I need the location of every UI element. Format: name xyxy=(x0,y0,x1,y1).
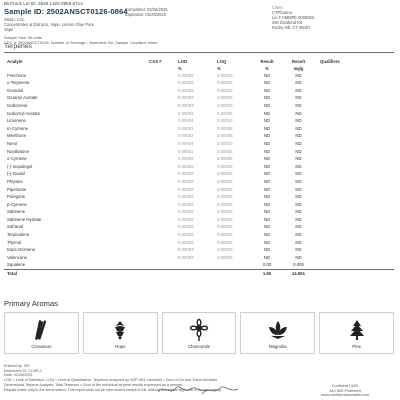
table-row xyxy=(4,178,394,186)
loq-value: 0.00005 xyxy=(217,125,233,131)
aromas-row xyxy=(4,312,394,354)
client-name: CTPharma xyxy=(272,10,292,16)
table-row xyxy=(4,186,394,194)
result-mg: ND xyxy=(295,118,302,124)
table-row xyxy=(4,87,394,95)
table-row xyxy=(4,254,394,262)
aroma-card-magnolia xyxy=(240,312,315,354)
table-row xyxy=(4,208,394,216)
analyte-name: p-Cymene xyxy=(7,201,27,207)
loq-value: 0.00005 xyxy=(217,163,233,169)
client-license: Lic.# HMMPE.0000062 xyxy=(272,15,315,21)
lod-value: 0.00002 xyxy=(178,224,194,230)
loq-value: 0.00005 xyxy=(217,209,233,215)
aromas-title: Primary Aromas xyxy=(4,299,59,308)
lod-value: 0.00002 xyxy=(178,201,194,207)
table-row xyxy=(4,102,394,110)
loq-value: 0.00005 xyxy=(217,133,233,139)
report-dates xyxy=(125,7,168,17)
result-percent: ND xyxy=(263,148,271,154)
loq-value: 0.00005 xyxy=(217,232,233,238)
result-percent: ND xyxy=(263,254,271,260)
sample-size: Sample Size: 50 units xyxy=(4,35,42,40)
lims-url: www.confidentcannabis.com xyxy=(321,393,369,398)
analyte-name: Sabinene xyxy=(7,209,26,215)
table-row xyxy=(4,72,394,80)
aroma-card-hops xyxy=(83,312,158,354)
loq-value: 0.00006 xyxy=(217,171,233,177)
result-percent: ND xyxy=(263,102,271,108)
col-result-percent: Result xyxy=(260,59,274,64)
coc-info: COC #: 2502ANSCT0126; Number of Servings: ; Amended: No; Sample Condition: Intact xyxy=(4,40,158,46)
result-percent: ND xyxy=(263,201,271,207)
lims-note: All LIMS Protected xyxy=(329,388,361,393)
result-percent: ND xyxy=(263,140,271,146)
footer-date: Date: 02/26/2025 xyxy=(4,373,33,378)
aroma-label: Magnolia xyxy=(268,344,287,349)
result-mg: ND xyxy=(295,95,302,101)
table-total-row xyxy=(4,269,394,278)
result-percent: ND xyxy=(263,118,271,124)
table-row xyxy=(4,155,394,163)
analyte-name: Phytane xyxy=(7,178,23,184)
analyte-name: Isobornyl Acetate xyxy=(7,110,40,116)
loq-value: 0.00010 xyxy=(217,247,233,253)
total-label: Total xyxy=(7,271,17,277)
result-mg: ND xyxy=(295,254,302,260)
client-address-line2: Rocky Hill, CT 06067 xyxy=(272,25,311,31)
unit-loq: % xyxy=(217,65,221,71)
lod-value: 0.00002 xyxy=(178,239,194,245)
result-percent: ND xyxy=(263,72,271,78)
result-mg: ND xyxy=(295,232,302,238)
loq-value: 0.00010 xyxy=(217,102,233,108)
table-row xyxy=(4,117,394,125)
result-mg: ND xyxy=(295,102,302,108)
result-percent: 0.00 xyxy=(262,262,272,268)
loq-value: 0.00010 xyxy=(217,72,233,78)
result-mg: ND xyxy=(295,171,302,177)
loq-value: 0.00005 xyxy=(217,194,233,200)
aroma-label: Hops xyxy=(115,344,126,349)
loq-value: 0.00010 xyxy=(217,118,233,124)
terpene-table xyxy=(4,58,394,278)
aroma-label: Pine xyxy=(352,344,361,349)
completed-date: Completed: 02/26/2025 xyxy=(125,7,168,12)
result-mg: ND xyxy=(295,80,302,86)
cinnamon-icon xyxy=(28,317,54,343)
client-block xyxy=(272,5,314,30)
lod-value: 0.00002 xyxy=(178,171,194,177)
result-percent: ND xyxy=(263,156,271,162)
result-mg: ND xyxy=(295,209,302,215)
aroma-card-pine xyxy=(319,312,394,354)
analyte-name: Squalene xyxy=(7,262,26,268)
analyte-name: o-Cymene xyxy=(7,156,27,162)
lod-value: 0.00002 xyxy=(178,178,194,184)
result-mg: ND xyxy=(295,140,302,146)
result-mg: ND xyxy=(295,156,302,162)
result-percent: ND xyxy=(263,186,271,192)
loq-value: 0.00005 xyxy=(217,254,233,260)
result-percent: ND xyxy=(263,95,271,101)
loq-value: 0.00005 xyxy=(217,201,233,207)
table-row xyxy=(4,261,394,269)
expiration-date: Expiration: 02/26/2026 xyxy=(125,12,166,18)
loq-value: 0.00005 xyxy=(217,110,233,116)
table-row xyxy=(4,125,394,133)
analyte-name: Isoborneol xyxy=(7,102,28,108)
biotrack-lot-id: BioTrack Lot ID: 3526 1325 0956 6714 xyxy=(4,1,83,6)
table-row xyxy=(4,170,394,178)
magnolia-icon xyxy=(265,317,291,343)
col-analyte: Analyte xyxy=(7,59,23,64)
lod-value: 0.00003 xyxy=(178,247,194,253)
col-qualifiers: Qualifiers xyxy=(320,59,340,64)
result-mg: ND xyxy=(295,72,302,78)
pine-icon xyxy=(344,317,370,343)
result-percent: ND xyxy=(263,110,271,116)
aroma-card-cinnamon xyxy=(4,312,79,354)
analyte-name: trans-Ocimene xyxy=(7,247,36,253)
lod-value: 0.00002 xyxy=(178,163,194,169)
lod-value: 0.00002 xyxy=(178,110,194,116)
result-mg: 0.000 xyxy=(293,262,304,268)
result-percent: ND xyxy=(263,209,271,215)
loq-value: 0.00005 xyxy=(217,148,233,154)
table-row xyxy=(4,193,394,201)
result-mg: ND xyxy=(295,224,302,230)
analyte-name: Geraniol xyxy=(7,87,24,93)
chamomile-icon xyxy=(186,317,212,343)
analyte-name: Menthone xyxy=(7,133,27,139)
loq-value: 0.00005 xyxy=(217,224,233,230)
col-loq: LOQ xyxy=(217,59,227,64)
aroma-label: Chamomile xyxy=(187,344,211,349)
signature-image xyxy=(150,380,250,398)
result-mg: ND xyxy=(295,110,302,116)
unit-result-mg: mg/g xyxy=(293,65,304,71)
entered-by: Entered by: 007 xyxy=(4,364,31,368)
aroma-card-chamomile xyxy=(162,312,237,354)
analyte-name: Nerol xyxy=(7,140,18,146)
table-row xyxy=(4,94,394,102)
table-row xyxy=(4,79,394,87)
loq-value: 0.00005 xyxy=(217,95,233,101)
analyte-name: Piperitone xyxy=(7,186,27,192)
table-row xyxy=(4,239,394,247)
product-type: Concentrates & Extracts, Vape, Lemon Glue Pure xyxy=(4,22,95,28)
result-percent: ND xyxy=(263,216,271,222)
lod-value: 0.00002 xyxy=(178,80,194,86)
analyte-name: Terpinolene xyxy=(7,232,30,238)
result-percent: ND xyxy=(263,171,271,177)
lod-value: 0.00004 xyxy=(178,140,194,146)
table-row xyxy=(4,110,394,118)
strain: Strain: LGL xyxy=(4,17,25,22)
analyte-name: (-)-Isopulegol xyxy=(7,163,33,169)
lod-value: 0.00002 xyxy=(178,194,194,200)
loq-value: 0.00005 xyxy=(217,80,233,86)
loq-value: 0.00005 xyxy=(217,239,233,245)
analyte-name: Safranal xyxy=(7,224,24,230)
lod-value: 0.00002 xyxy=(178,209,194,215)
result-percent: ND xyxy=(263,247,271,253)
table-row xyxy=(4,140,394,148)
client-address-line1: 290 Dividend Rd xyxy=(272,20,303,26)
result-percent: ND xyxy=(263,232,271,238)
result-percent: ND xyxy=(263,80,271,86)
result-mg: ND xyxy=(295,133,302,139)
lod-value: 0.00002 xyxy=(178,125,194,131)
result-percent: ND xyxy=(263,125,271,131)
analyte-name: Geranyl Acetate xyxy=(7,95,38,101)
lod-value: 0.00003 xyxy=(178,87,194,93)
footer-note-1: LOD = Limit of Detection, LOQ = Limit of Quantitation. Terpenes analyzed by SOP-003. Nerolidol = Sum of Cis and Trans Nerolidol. xyxy=(4,378,219,383)
table-row xyxy=(4,132,394,140)
result-percent: ND xyxy=(263,163,271,169)
lod-value: 0.00003 xyxy=(178,102,194,108)
col-lod: LOD xyxy=(178,59,188,64)
col-result-mg: Result xyxy=(291,59,306,64)
product-form: Vape xyxy=(4,27,14,33)
analyte-name: (-)-Guaiol xyxy=(7,171,26,177)
footer-note-2: Dimensional Terpene Analysis: Total Terpenes = Sum of the individual terpene results expressed as a percent. xyxy=(4,382,184,387)
result-mg: ND xyxy=(295,163,302,169)
lims-badge xyxy=(300,384,390,398)
hops-icon xyxy=(107,317,133,343)
aroma-label: Cinnamon xyxy=(31,344,52,349)
result-mg: ND xyxy=(295,239,302,245)
lod-value: 0.00002 xyxy=(178,156,194,162)
result-percent: ND xyxy=(263,239,271,245)
loq-value: 0.00005 xyxy=(217,216,233,222)
result-mg: ND xyxy=(295,247,302,253)
sample-meta xyxy=(4,17,94,32)
loq-value: 0.00010 xyxy=(217,140,233,146)
table-row xyxy=(4,201,394,209)
loq-value: 0.00010 xyxy=(217,87,233,93)
table-header xyxy=(4,58,394,66)
unit-lod: % xyxy=(178,65,182,71)
result-mg: ND xyxy=(295,178,302,184)
lod-value: 0.00002 xyxy=(178,186,194,192)
loq-value: 0.00005 xyxy=(217,178,233,184)
col-cas: CAS # xyxy=(149,59,162,64)
table-row xyxy=(4,148,394,156)
result-mg: ND xyxy=(295,125,302,131)
analyte-name: Pulegone xyxy=(7,194,26,200)
analyte-name: Valencene xyxy=(7,254,27,260)
analyte-name: Limonene xyxy=(7,118,26,124)
result-mg: ND xyxy=(295,186,302,192)
analyte-name: γ-Terpinene xyxy=(7,80,30,86)
lod-value: 0.00001 xyxy=(178,148,194,154)
analyte-name: Thymol xyxy=(7,239,22,245)
section-divider xyxy=(4,52,394,53)
lod-value: 0.00002 xyxy=(178,232,194,238)
client-label: Client xyxy=(272,5,283,10)
lod-value: 0.00004 xyxy=(178,118,194,124)
analyte-name: Nootkatone xyxy=(7,148,29,154)
total-result-mg: 14.951 xyxy=(291,271,306,277)
table-row xyxy=(4,231,394,239)
analyte-name: Fenchone xyxy=(7,72,27,78)
table-row xyxy=(4,246,394,254)
result-percent: ND xyxy=(263,133,271,139)
loq-value: 0.00005 xyxy=(217,156,233,162)
analyte-name: Sabinene Hydrate xyxy=(7,216,42,222)
total-result-percent: 1.50 xyxy=(262,271,272,277)
table-row xyxy=(4,223,394,231)
unit-result-percent: % xyxy=(265,65,269,71)
lod-value: 0.00002 xyxy=(178,216,194,222)
lims-name: Confident LIMS xyxy=(331,384,359,388)
lod-value: 0.00002 xyxy=(178,254,194,260)
table-body xyxy=(4,72,394,269)
table-row xyxy=(4,216,394,224)
result-mg: ND xyxy=(295,87,302,93)
result-percent: ND xyxy=(263,224,271,230)
lod-value: 0.00002 xyxy=(178,95,194,101)
result-mg: ND xyxy=(295,201,302,207)
table-row xyxy=(4,163,394,171)
result-percent: ND xyxy=(263,178,271,184)
footer-note-3: Results relate only to the items tested. This report shall not be reproduced except in full, without the written approval of the laboratory. xyxy=(4,387,222,392)
result-percent: ND xyxy=(263,194,271,200)
lod-value: 0.00003 xyxy=(178,72,194,78)
result-percent: ND xyxy=(263,87,271,93)
loq-value: 0.00005 xyxy=(217,186,233,192)
result-mg: ND xyxy=(295,216,302,222)
lod-value: 0.00002 xyxy=(178,133,194,139)
instrument-id: Instrument ID: CI-MS-1 xyxy=(4,368,42,373)
sample-id: Sample ID: 2502ANSCT0126-0864 xyxy=(4,7,128,16)
result-mg: ND xyxy=(295,194,302,200)
section-title: Terpenes xyxy=(4,43,32,50)
result-mg: ND xyxy=(295,148,302,154)
analyte-name: m-Cymene xyxy=(7,125,29,131)
